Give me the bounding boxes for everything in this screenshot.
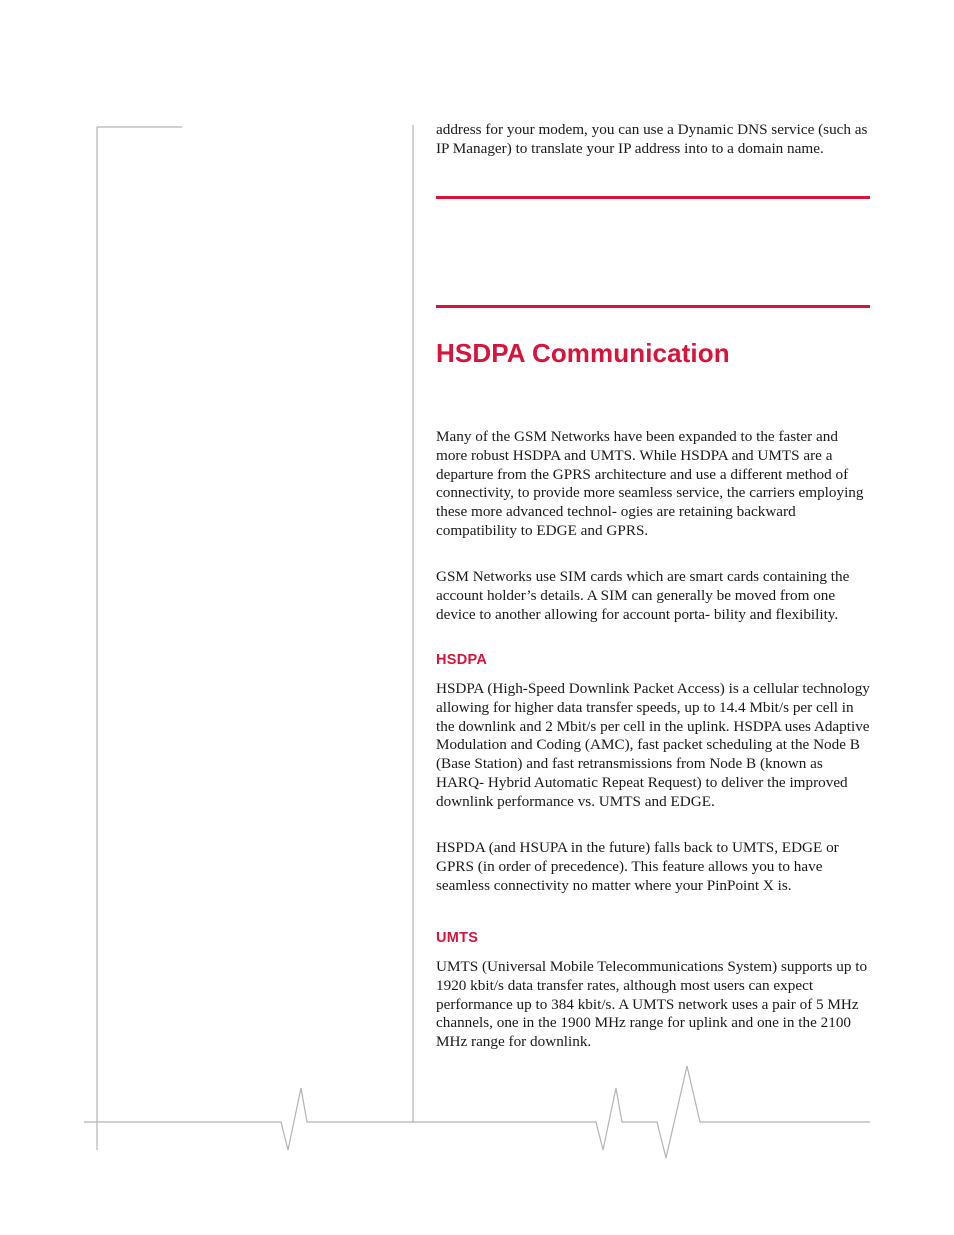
paragraph-sim-cards: GSM Networks use SIM cards which are smart cards containing the account holder’s details. A SIM can generally be moved from one device to another allowing for account porta- bility and flexibility. — [436, 568, 850, 623]
hsdpa-paragraph-2: HSPDA (and HSUPA in the future) falls back to UMTS, EDGE or GPRS (in order of precedence). This feature allows you to have seamless connectivity no matter where your PinPoint X is. — [436, 839, 839, 894]
hsdpa-paragraph-1: HSDPA (High-Speed Downlink Packet Access) is a cellular technology allowing for higher data transfer speeds, up to 14.4 Mbit/s per cell in the downlink and 2 Mbit/s per cell in the uplink. HSDPA uses Adaptive Modulation and Coding (AMC), fast packet scheduling at the Node B (Base Station) and fast retransmissions from Node B (known as HARQ- Hybrid Automatic Repeat Request) to deliver the improved downlink performance vs. UMTS and EDGE. — [436, 680, 870, 810]
intro-paragraph: address for your modem, you can use a Dynamic DNS service (such as IP Manager) to translate your IP address into to a domain name. — [436, 121, 868, 157]
umts-paragraph: UMTS (Universal Mobile Telecommunications System) supports up to 1920 kbit/s data transfer rates, although most users can expect performance up to 384 kbit/s. A UMTS network uses a pair of 5 MHz channels, one in the 1900 MHz range for uplink and one in the 2100 MHz range for downlink. — [436, 958, 868, 1051]
hsdpa-heading: HSDPA — [436, 652, 488, 668]
section-rule-bottom — [436, 305, 870, 308]
section-title: HSDPA Communication — [436, 338, 730, 368]
paragraph-gsm-networks: Many of the GSM Networks have been expanded to the faster and more robust HSDPA and UMTS. While HSDPA and UMTS are a departure from the GPRS architecture and use a different method of connectivity, to provide more seamless service, the carriers employing these more advanced technol- ogies are retaining backward compatibility to EDGE and GPRS. — [436, 428, 864, 539]
section-rule-top — [436, 196, 870, 199]
footer-waveform-line — [84, 1066, 870, 1158]
umts-heading: UMTS — [436, 930, 479, 946]
